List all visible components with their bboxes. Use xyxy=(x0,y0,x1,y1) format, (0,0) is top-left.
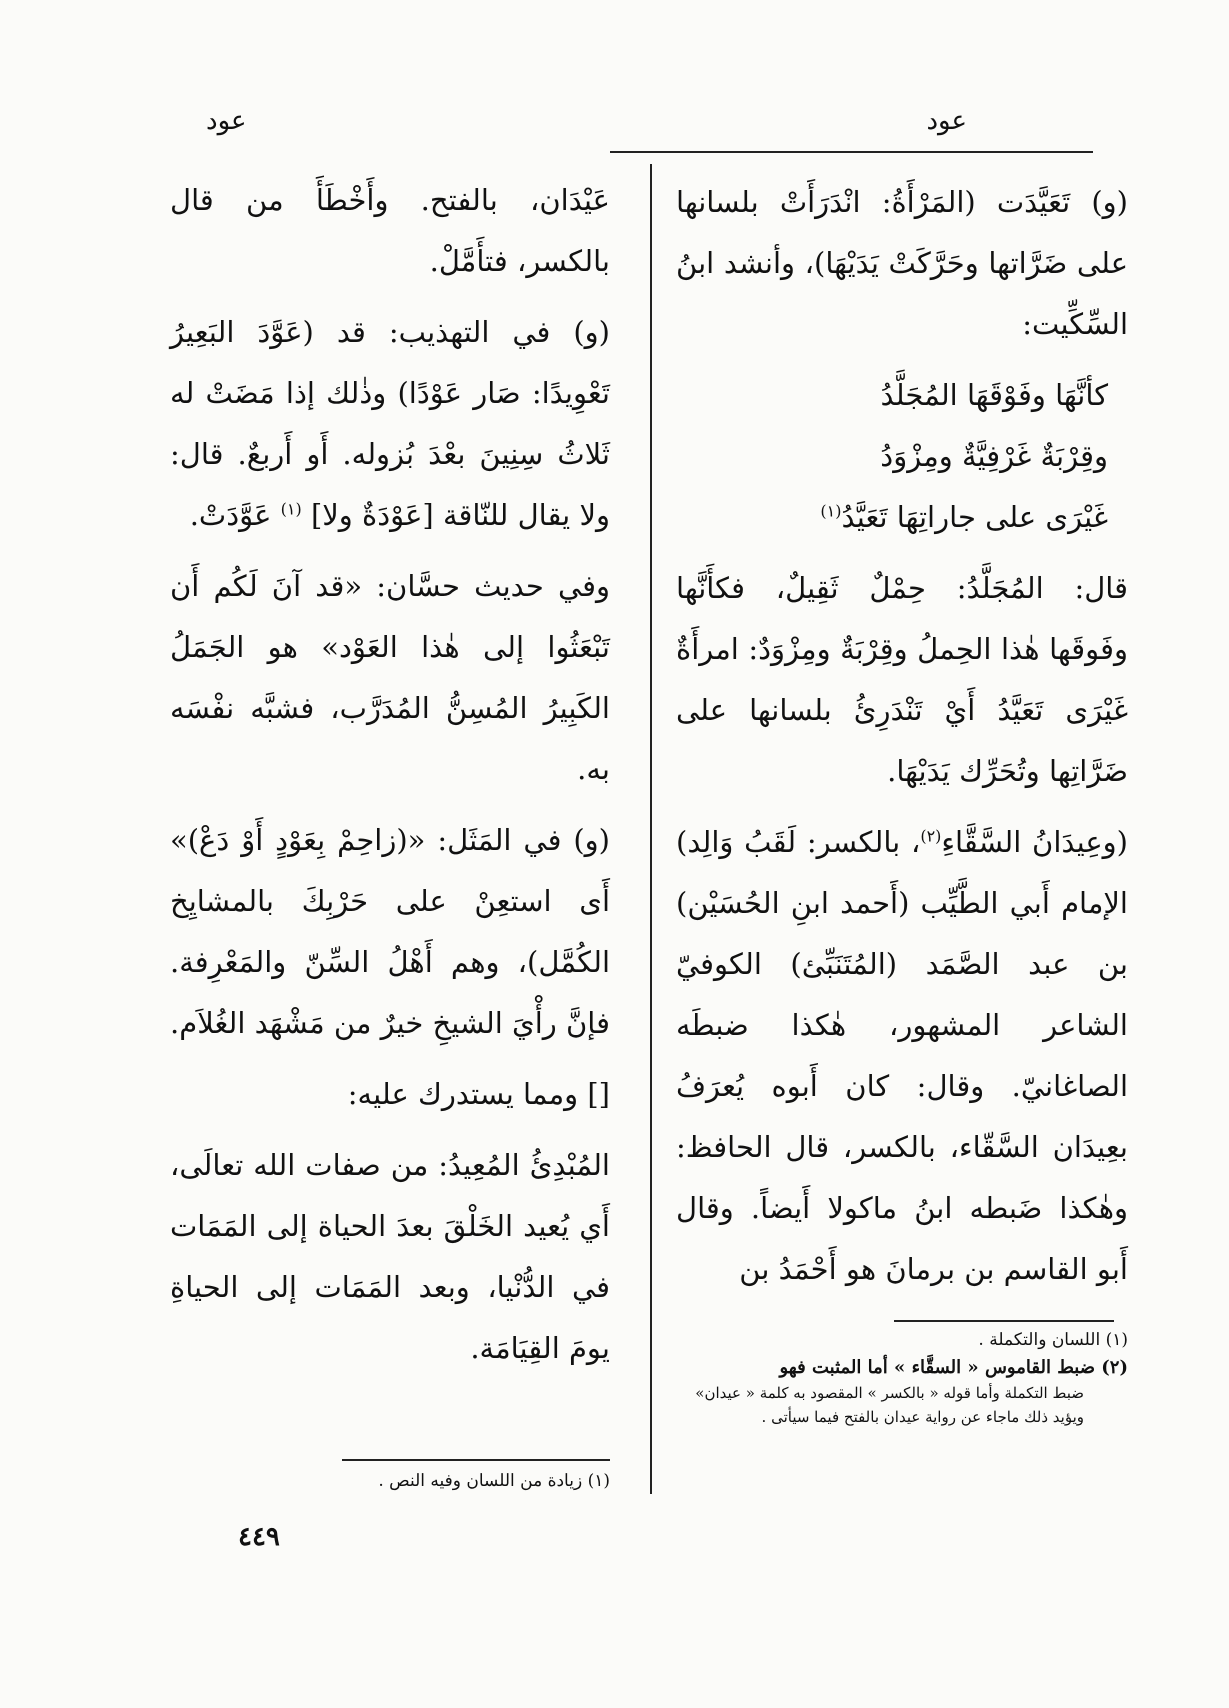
footnote: (١) زيادة من اللسان وفيه النص . xyxy=(378,1471,610,1491)
verse-line: كأنَّهَا وفَوْقَهَا المُجَلَّدُ xyxy=(880,378,1108,412)
footnote-rule xyxy=(342,1459,610,1461)
paragraph: (و) في المَثَل: «(زاحِمْ بِعَوْدٍ أَوْ دَعْ)» أَى استعِنْ على حَرْبِكَ بالمشايِخ الكُمَّل)، وهم أَهْلُ السِّنّ والمَعْرِفة. فإنَّ رأْيَ الشيخِ خيرٌ من مَشْهَد الغُلاَم. xyxy=(170,823,610,1040)
column-separator xyxy=(650,164,652,1494)
right-footnotes xyxy=(676,1327,1128,1429)
verse-line: غَيْرَى على جاراتِهَا تَعَيَّدُ$^{(١)}$ xyxy=(820,500,1108,534)
left-column xyxy=(170,170,610,1389)
footnote: (٢) ضبط القاموس « السقَّاء » أما المثبت فهو xyxy=(779,1357,1128,1378)
paragraph: قال: المُجَلَّدُ: حِمْلٌ ثَقِيلٌ، فكأَنَّها وفَوقَها هٰذا الحِملُ وقِرْبَةٌ ومِزْوَدٌ: امرأَةٌ غَيْرَى تَعَيَّدُ أَيْ تَنْدَرِئُ بلسانها على ضَرَّاتِها وتُحَرِّك يَدَيْهَا. xyxy=(676,571,1128,788)
footnote-marker: (١) xyxy=(820,501,842,521)
poetry-verse xyxy=(676,365,1128,548)
paragraph: (و) تَعَيَّدَت (المَرْأَةُ: انْدَرَأَتْ بلسانها على ضَرَّاتها وحَرَّكَتْ يَدَيْهَا)، وأنشد ابنُ السِّكِّيت: xyxy=(676,185,1128,341)
footnote-continuation: ضبط التكملة وأما قوله « بالكسر » المقصود به كلمة « عيدان» ويؤيد ذلك ماجاء عن رواية عيدان بالفتح فيما سيأتى . xyxy=(695,1384,1084,1426)
paragraph: (وعِيدَانُ السَّقَّاءِ$^{(٢)}$، بالكسر: لَقَبُ وَالِد) الإمام أَبي الطَّيِّب (أَحمد ابنِ الحُسَيْن) بن عبد الصَّمَد (المُتَنَبِّئ) الكوفيّ الشاعر المشهور، هٰكذا ضبطَه الصاغانيّ. وقال: كان أَبوه يُعرَفُ بعِيدَان السَّقّاء، بالكسر، قال الحافظ: وهٰكذا ضَبطه ابنُ ماكولا أَيضاً. وقال أَبو القاسم بن برمانَ هو أَحْمَدُ بن xyxy=(676,825,1128,1286)
paragraph: [] ومما يستدرك عليه: xyxy=(347,1077,610,1111)
footnote: (١) اللسان والتكملة . xyxy=(978,1330,1128,1350)
page-number: ٤٤٩ xyxy=(238,1522,280,1552)
footnote-marker: (٢) xyxy=(920,826,942,846)
right-column xyxy=(676,172,1128,1310)
running-header-right: عود xyxy=(926,106,967,136)
footnote-marker: (١) xyxy=(280,499,302,519)
paragraph: (و) في التهذيب: قد (عَوَّدَ البَعِيرُ تَعْوِيدًا: صَار عَوْدًا) وذٰلك إذا مَضَتْ له ثَلاثُ سِنِينَ بعْدَ بُزوله. أَو أَربعٌ. قال: ولا يقال للنّاقة [عَوْدَةٌ ولا] $^{(١)}$ عَوَّدَتْ. xyxy=(170,315,610,532)
paragraph: وفي حديث حسَّان: «قد آنَ لَكُم أَن تَبْعَثُوا إلى هٰذا العَوْد» هو الجَمَلُ الكَبِيرُ المُسِنُّ المُدَرَّب، فشبَّه نفْسَه به. xyxy=(170,569,610,786)
header-rule xyxy=(610,151,1093,153)
paragraph: المُبْدِئُ المُعِيدُ: من صفات الله تعالَى، أَي يُعيد الخَلْقَ بعدَ الحياة إلى المَمَات في الدُّنْيا، وبعد المَمَات إلى الحياةِ يومَ القِيَامَة. xyxy=(170,1148,610,1365)
footnote-rule xyxy=(894,1320,1114,1322)
verse-line: وقِرْبَةٌ غَرْفِيَّةٌ ومِزْوَدُ xyxy=(880,439,1108,473)
left-footnotes xyxy=(300,1468,610,1495)
running-header-left: عود xyxy=(206,106,247,136)
paragraph: عَيْدَان، بالفتح. وأَخْطَأَ من قال بالكسر، فتأَمَّلْ. xyxy=(170,183,610,278)
